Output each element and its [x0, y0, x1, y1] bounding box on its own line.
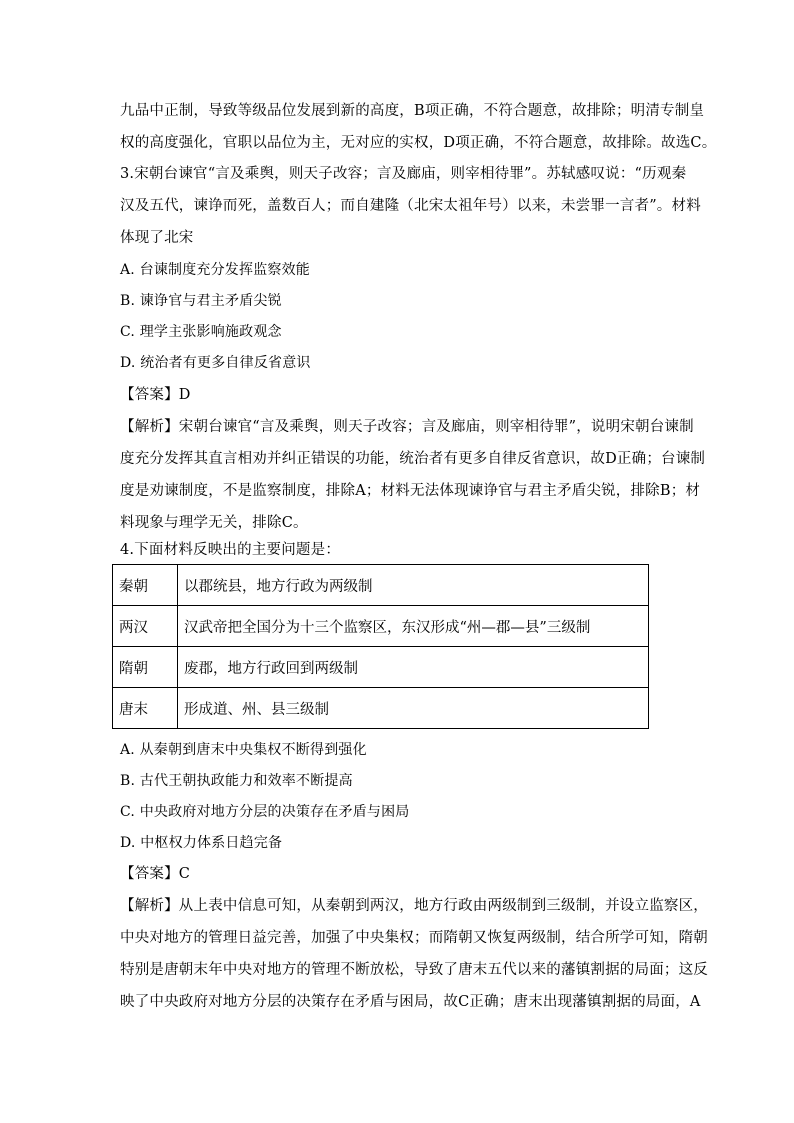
table-row	[113, 565, 649, 606]
question-4-analysis-line: 映了中央政府对地方分层的决策存在矛盾与困局，故C正确；唐末出现藩镇割据的局面，A	[120, 994, 701, 1010]
question-3-stem: 体现了北宋	[120, 230, 194, 246]
description-cell: 汉武帝把全国分为十三个监察区，东汉形成“州—郡—县”三级制	[178, 606, 649, 647]
table-row	[113, 606, 649, 647]
description-cell: 以郡统县，地方行政为两级制	[178, 565, 649, 606]
question-4-answer: 【答案】C	[120, 866, 191, 882]
table-row	[113, 647, 649, 688]
description-cell: 形成道、州、县三级制	[178, 688, 649, 729]
description-cell: 废郡，地方行政回到两级制	[178, 647, 649, 688]
table-row	[113, 688, 649, 729]
question-4-analysis-line: 【解析】从上表中信息可知，从秦朝到两汉，地方行政由两级制到三级制，并设立监察区，	[120, 898, 708, 914]
dynasty-cell: 两汉	[113, 606, 178, 647]
question-4-option-b: B. 古代王朝执政能力和效率不断提高	[120, 773, 353, 789]
question-4-option-a: A. 从秦朝到唐末中央集权不断得到强化	[120, 742, 367, 758]
dynasty-cell: 隋朝	[113, 647, 178, 688]
question-3-answer: 【答案】D	[120, 387, 191, 403]
dynasty-admin-table	[112, 564, 649, 729]
question-3-analysis-line: 度充分发挥其直言相劝并纠正错误的功能，统治者有更多自律反省意识，故D正确；台谏制	[120, 451, 706, 467]
question-3-analysis-line: 【解析】宋朝台谏官“言及乘舆，则天子改容；言及廊庙，则宰相待罪”，说明宋朝台谏制	[120, 419, 694, 435]
question-4-option-d: D. 中枢权力体系日趋完备	[120, 835, 283, 851]
question-3-option-a: A. 台谏制度充分发挥监察效能	[120, 262, 311, 278]
paragraph-line: 权的高度强化，官职以品位为主，无对应的实权，D项正确，不符合题意，故排除。故选C。	[120, 135, 717, 151]
question-3-option-c: C. 理学主张影响施政观念	[120, 324, 282, 340]
question-3-option-b: B. 谏诤官与君主矛盾尖锐	[120, 293, 282, 309]
question-3-stem: 汉及五代，谏诤而死，盖数百人；而自建隆（北宋太祖年号）以来，未尝罪一言者”。材料	[120, 198, 701, 214]
dynasty-cell: 唐末	[113, 688, 178, 729]
question-4-stem: 4.下面材料反映出的主要问题是：	[120, 542, 341, 558]
question-4-option-c: C. 中央政府对地方分层的决策存在矛盾与困局	[120, 804, 410, 820]
question-3-option-d: D. 统治者有更多自律反省意识	[120, 355, 311, 371]
question-3-analysis-line: 度是劝谏制度，不是监察制度，排除A；材料无法体现谏诤官与君主矛盾尖锐，排除B；材	[120, 483, 701, 499]
dynasty-cell: 秦朝	[113, 565, 178, 606]
question-3-analysis-line: 料现象与理学无关，排除C。	[120, 515, 308, 531]
question-4-analysis-line: 特别是唐朝末年中央对地方的管理不断放松，导致了唐末五代以来的藩镇割据的局面；这反	[120, 962, 708, 978]
paragraph-line: 九品中正制，导致等级品位发展到新的高度，B项正确，不符合题意，故排除；明清专制皇	[120, 103, 705, 119]
question-3-stem: 3.宋朝台谏官“言及乘舆，则天子改容；言及廊庙，则宰相待罪”。苏轼感叹说：“历观秦	[120, 166, 687, 182]
question-4-analysis-line: 中央对地方的管理日益完善，加强了中央集权；而隋朝又恢复两级制，结合所学可知，隋朝	[120, 930, 708, 946]
